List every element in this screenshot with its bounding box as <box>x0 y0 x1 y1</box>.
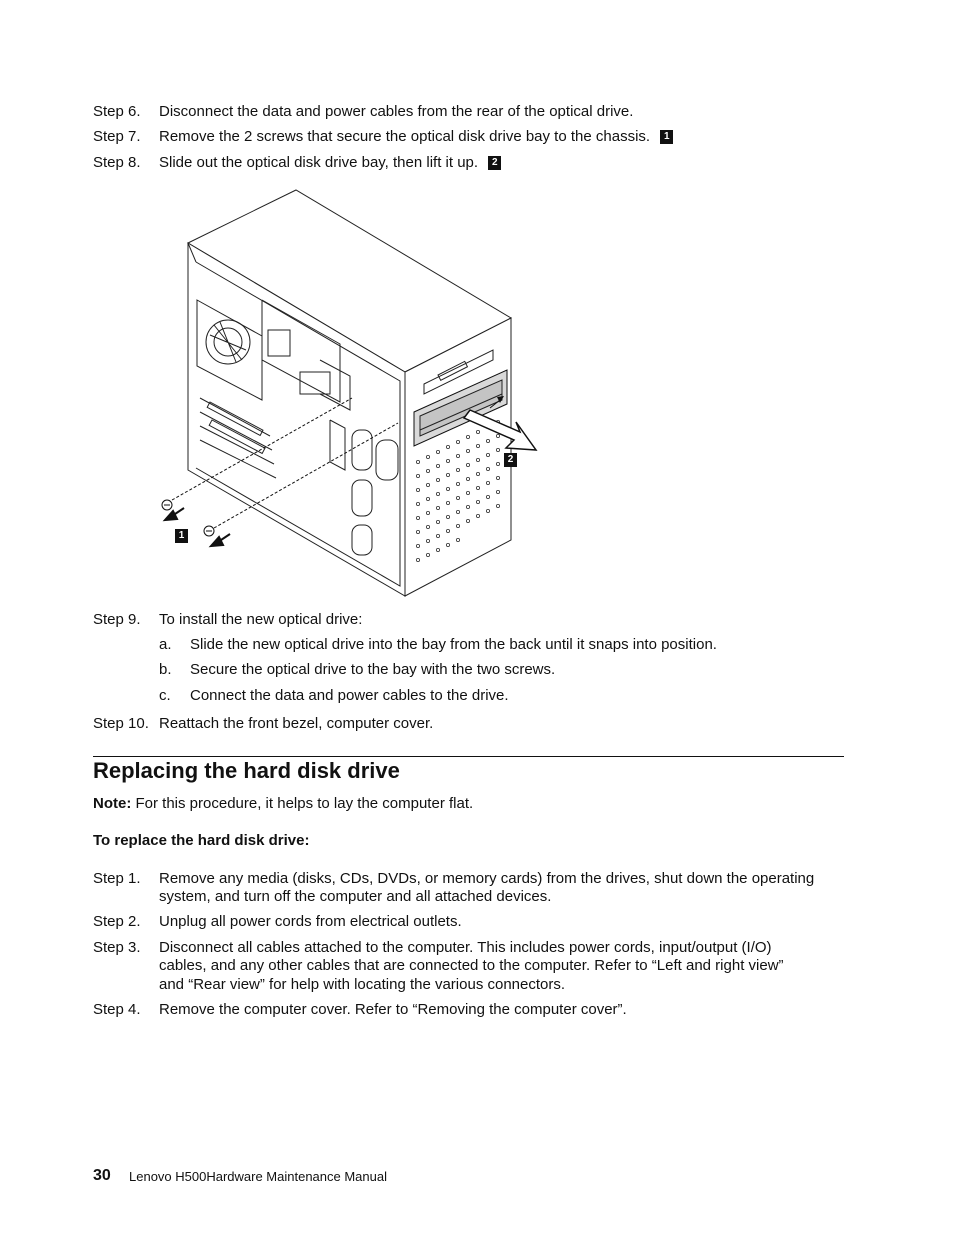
section-title: Replacing the hard disk drive <box>93 758 400 783</box>
figure-callout-1: 1 <box>175 529 188 543</box>
step-8-label: Step 8. <box>93 154 141 171</box>
hdd-step-4-label: Step 4. <box>93 1001 141 1018</box>
substep-a-text: Slide the new optical drive into the bay from the back until it snaps into position. <box>190 636 717 653</box>
optical-drive-removal-figure <box>150 185 550 605</box>
substep-c-label: c. <box>159 687 171 704</box>
substep-b-text: Secure the optical drive to the bay with the two screws. <box>190 661 556 678</box>
substep-c-text: Connect the data and power cables to the drive. <box>190 687 509 704</box>
page-number: 30 <box>93 1167 111 1184</box>
hdd-step-2-text: Unplug all power cords from electrical outlets. <box>159 913 462 930</box>
step-10-text: Reattach the front bezel, computer cover. <box>159 715 434 732</box>
hdd-step-3-line-2: cables, and any other cables that are connected to the computer. Refer to “Left and right view” <box>159 957 784 974</box>
step-8-text: Slide out the optical disk drive bay, then lift it up. <box>159 154 479 171</box>
section-divider <box>93 756 844 757</box>
hdd-step-1-label: Step 1. <box>93 870 141 887</box>
hdd-step-2-label: Step 2. <box>93 913 141 930</box>
step-6-text: Disconnect the data and power cables from the rear of the optical drive. <box>159 103 634 120</box>
procedure-title: To replace the hard disk drive: <box>93 832 310 849</box>
hdd-step-3-label: Step 3. <box>93 939 141 956</box>
step-9-label: Step 9. <box>93 611 141 628</box>
step-10-label: Step 10. <box>93 715 149 732</box>
note-text: For this procedure, it helps to lay the computer flat. <box>135 795 474 812</box>
step-9-text: To install the new optical drive: <box>159 611 363 628</box>
figure-callout-2: 2 <box>504 453 517 467</box>
callout-2-badge: 2 <box>488 156 501 170</box>
hdd-step-1-line-2: system, and turn off the computer and all attached devices. <box>159 888 552 905</box>
step-7-line <box>159 128 673 146</box>
substep-b-label: b. <box>159 661 172 678</box>
callout-1-badge: 1 <box>660 130 673 144</box>
step-7-label: Step 7. <box>93 128 141 145</box>
note-label: Note: <box>93 795 132 812</box>
step-7-text: Remove the 2 screws that secure the optical disk drive bay to the chassis. <box>159 128 651 145</box>
hdd-step-3-line-3: and “Rear view” for help with locating the various connectors. <box>159 976 566 993</box>
hdd-step-1-line-1: Remove any media (disks, CDs, DVDs, or memory cards) from the drives, shut down the operating <box>159 870 815 887</box>
step-6-label: Step 6. <box>93 103 141 120</box>
substep-a-label: a. <box>159 636 172 653</box>
note <box>93 795 473 812</box>
hdd-step-3-line-1: Disconnect all cables attached to the computer. This includes power cords, input/output (I/O) <box>159 939 772 956</box>
hdd-step-4-text: Remove the computer cover. Refer to “Removing the computer cover”. <box>159 1001 627 1018</box>
step-8-line <box>159 154 501 172</box>
footer-title: Lenovo H500Hardware Maintenance Manual <box>129 1169 387 1184</box>
